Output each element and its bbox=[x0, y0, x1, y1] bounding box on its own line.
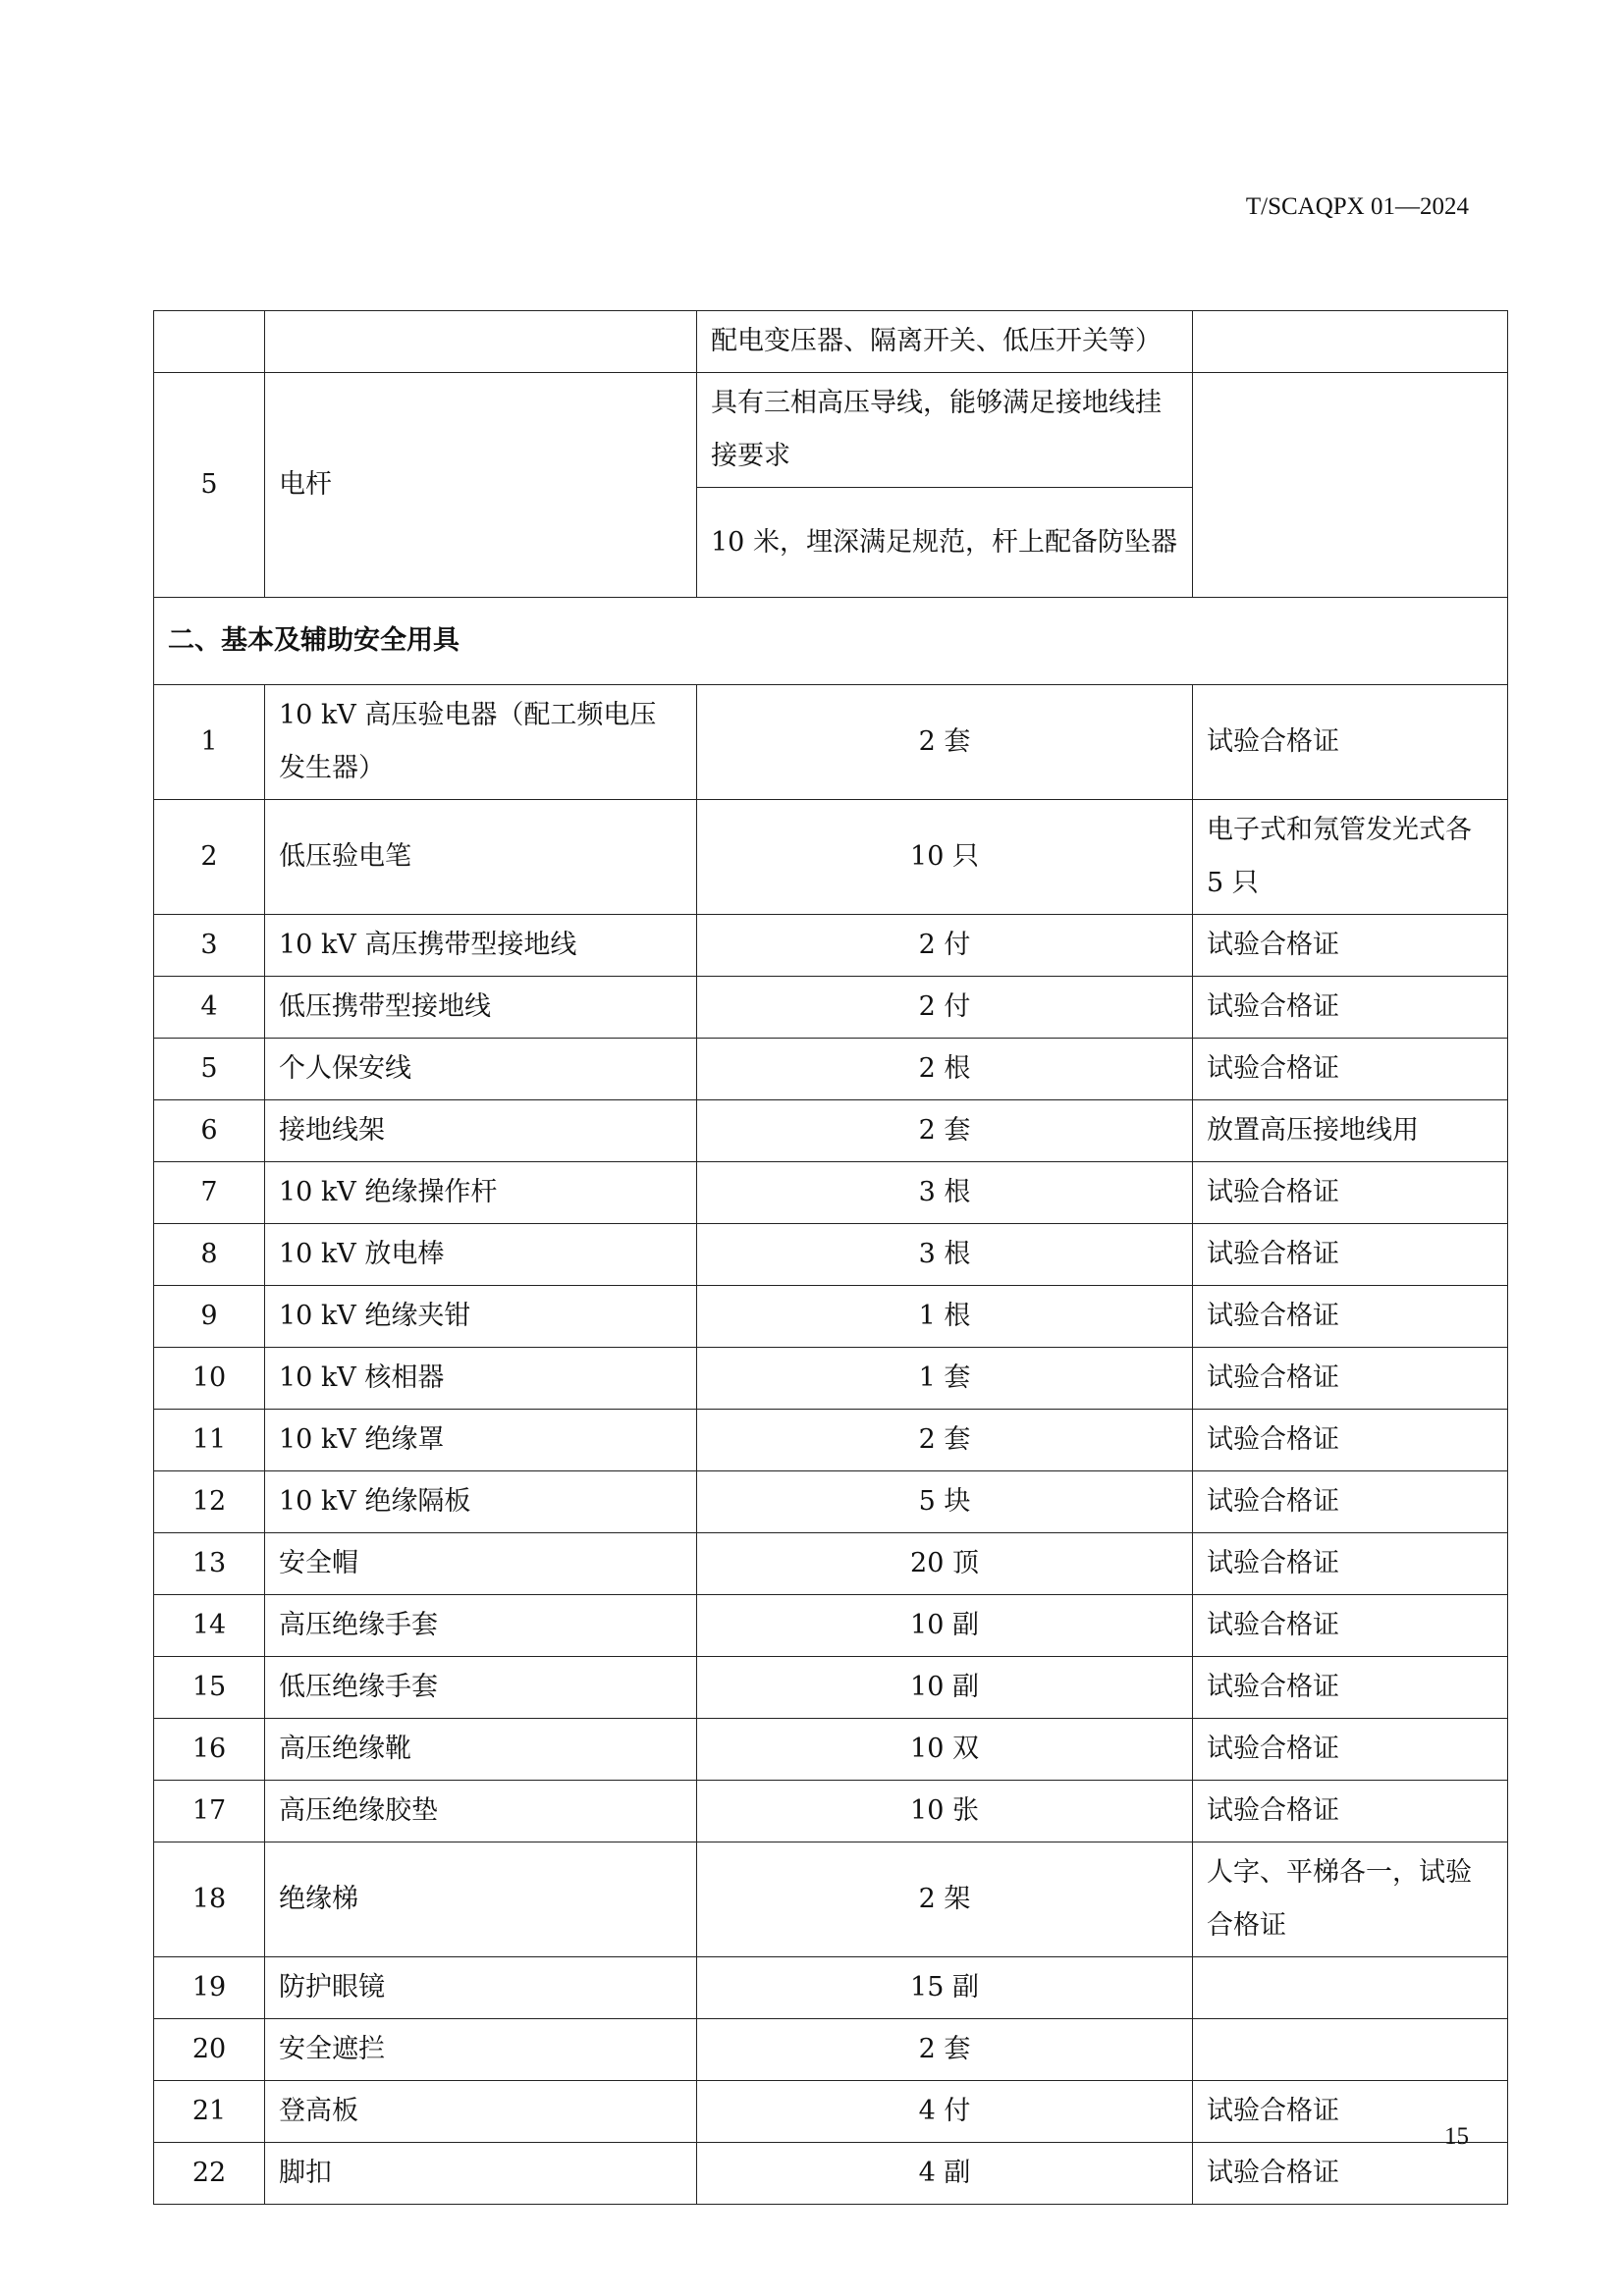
table-row bbox=[154, 1100, 1508, 1162]
item-name: 低压绝缘手套 bbox=[265, 1657, 697, 1719]
document-code: T/SCAQPX 01—2024 bbox=[1245, 193, 1469, 220]
item-name bbox=[265, 311, 697, 373]
table-row bbox=[154, 1781, 1508, 1842]
row-number: 2 bbox=[154, 800, 265, 915]
item-quantity: 20 顶 bbox=[697, 1533, 1193, 1595]
item-note: 试验合格证 bbox=[1193, 1533, 1508, 1595]
row-number: 1 bbox=[154, 685, 265, 800]
item-name: 低压验电笔 bbox=[265, 800, 697, 915]
row-number: 19 bbox=[154, 1957, 265, 2019]
table-row bbox=[154, 1410, 1508, 1471]
item-note: 试验合格证 bbox=[1193, 1162, 1508, 1224]
item-name: 10 kV 绝缘夹钳 bbox=[265, 1286, 697, 1348]
item-name: 10 kV 绝缘隔板 bbox=[265, 1471, 697, 1533]
row-number: 14 bbox=[154, 1595, 265, 1657]
row-number: 7 bbox=[154, 1162, 265, 1224]
item-note: 电子式和氖管发光式各 5 只 bbox=[1193, 800, 1508, 915]
row-number: 12 bbox=[154, 1471, 265, 1533]
table-row bbox=[154, 373, 1508, 488]
item-name: 接地线架 bbox=[265, 1100, 697, 1162]
item-quantity: 4 副 bbox=[697, 2143, 1193, 2205]
table-row bbox=[154, 311, 1508, 373]
item-note: 试验合格证 bbox=[1193, 1039, 1508, 1100]
table-row bbox=[154, 2143, 1508, 2205]
item-name: 10 kV 核相器 bbox=[265, 1348, 697, 1410]
item-name: 防护眼镜 bbox=[265, 1957, 697, 2019]
table-row bbox=[154, 800, 1508, 915]
section-row bbox=[154, 598, 1508, 685]
item-quantity: 2 套 bbox=[697, 2019, 1193, 2081]
item-name: 10 kV 绝缘罩 bbox=[265, 1410, 697, 1471]
table-row bbox=[154, 915, 1508, 977]
item-note: 试验合格证 bbox=[1193, 977, 1508, 1039]
table-row bbox=[154, 2081, 1508, 2143]
item-name: 安全遮拦 bbox=[265, 2019, 697, 2081]
item-description: 具有三相高压导线，能够满足接地线挂接要求 bbox=[697, 373, 1193, 488]
table-row bbox=[154, 685, 1508, 800]
row-number: 11 bbox=[154, 1410, 265, 1471]
item-note bbox=[1193, 311, 1508, 373]
table-row bbox=[154, 1224, 1508, 1286]
row-number: 13 bbox=[154, 1533, 265, 1595]
item-name: 10 kV 绝缘操作杆 bbox=[265, 1162, 697, 1224]
table-row bbox=[154, 2019, 1508, 2081]
table-row bbox=[154, 1719, 1508, 1781]
row-number: 4 bbox=[154, 977, 265, 1039]
item-note: 试验合格证 bbox=[1193, 1348, 1508, 1410]
item-note: 试验合格证 bbox=[1193, 1657, 1508, 1719]
item-quantity: 10 副 bbox=[697, 1657, 1193, 1719]
item-quantity: 1 套 bbox=[697, 1348, 1193, 1410]
table-row bbox=[154, 977, 1508, 1039]
item-quantity: 10 只 bbox=[697, 800, 1193, 915]
item-quantity: 2 套 bbox=[697, 1410, 1193, 1471]
item-note: 试验合格证 bbox=[1193, 1410, 1508, 1471]
row-number: 5 bbox=[154, 1039, 265, 1100]
row-number: 15 bbox=[154, 1657, 265, 1719]
item-description: 10 米，埋深满足规范，杆上配备防坠器 bbox=[697, 488, 1193, 598]
item-quantity: 3 根 bbox=[697, 1224, 1193, 1286]
item-note: 试验合格证 bbox=[1193, 2143, 1508, 2205]
row-number: 21 bbox=[154, 2081, 265, 2143]
item-note bbox=[1193, 1957, 1508, 2019]
equipment-table bbox=[153, 310, 1508, 2205]
table-row bbox=[154, 1842, 1508, 1957]
item-note: 试验合格证 bbox=[1193, 915, 1508, 977]
row-number: 8 bbox=[154, 1224, 265, 1286]
row-number: 5 bbox=[154, 373, 265, 598]
item-name: 高压绝缘胶垫 bbox=[265, 1781, 697, 1842]
item-note: 放置高压接地线用 bbox=[1193, 1100, 1508, 1162]
item-note: 人字、平梯各一，试验合格证 bbox=[1193, 1842, 1508, 1957]
item-note bbox=[1193, 373, 1508, 598]
item-note: 试验合格证 bbox=[1193, 685, 1508, 800]
table-row bbox=[154, 1286, 1508, 1348]
item-quantity: 10 副 bbox=[697, 1595, 1193, 1657]
item-name: 高压绝缘靴 bbox=[265, 1719, 697, 1781]
table-row bbox=[154, 1039, 1508, 1100]
item-quantity: 4 付 bbox=[697, 2081, 1193, 2143]
item-quantity: 1 根 bbox=[697, 1286, 1193, 1348]
item-note: 试验合格证 bbox=[1193, 1719, 1508, 1781]
item-name: 10 kV 放电棒 bbox=[265, 1224, 697, 1286]
item-note: 试验合格证 bbox=[1193, 1595, 1508, 1657]
item-quantity: 2 付 bbox=[697, 977, 1193, 1039]
table-row bbox=[154, 1657, 1508, 1719]
table-row bbox=[154, 1957, 1508, 2019]
table-row bbox=[154, 1533, 1508, 1595]
item-note: 试验合格证 bbox=[1193, 1471, 1508, 1533]
item-quantity: 10 双 bbox=[697, 1719, 1193, 1781]
item-quantity: 2 付 bbox=[697, 915, 1193, 977]
item-note: 试验合格证 bbox=[1193, 1224, 1508, 1286]
item-name: 低压携带型接地线 bbox=[265, 977, 697, 1039]
table-row bbox=[154, 1348, 1508, 1410]
row-number: 9 bbox=[154, 1286, 265, 1348]
item-name: 高压绝缘手套 bbox=[265, 1595, 697, 1657]
table-row bbox=[154, 1595, 1508, 1657]
item-quantity: 2 套 bbox=[697, 1100, 1193, 1162]
item-name: 10 kV 高压携带型接地线 bbox=[265, 915, 697, 977]
item-name: 绝缘梯 bbox=[265, 1842, 697, 1957]
row-number: 20 bbox=[154, 2019, 265, 2081]
row-number: 10 bbox=[154, 1348, 265, 1410]
item-quantity: 15 副 bbox=[697, 1957, 1193, 2019]
item-quantity: 2 套 bbox=[697, 685, 1193, 800]
item-quantity: 10 张 bbox=[697, 1781, 1193, 1842]
page-number: 15 bbox=[1444, 2123, 1469, 2150]
table-row bbox=[154, 1162, 1508, 1224]
table-row bbox=[154, 1471, 1508, 1533]
item-name: 个人保安线 bbox=[265, 1039, 697, 1100]
item-description: 配电变压器、隔离开关、低压开关等） bbox=[697, 311, 1193, 373]
row-number: 6 bbox=[154, 1100, 265, 1162]
item-quantity: 5 块 bbox=[697, 1471, 1193, 1533]
item-note: 试验合格证 bbox=[1193, 1286, 1508, 1348]
item-name: 登高板 bbox=[265, 2081, 697, 2143]
item-note: 试验合格证 bbox=[1193, 1781, 1508, 1842]
item-name: 安全帽 bbox=[265, 1533, 697, 1595]
row-number: 17 bbox=[154, 1781, 265, 1842]
row-number bbox=[154, 311, 265, 373]
section-title: 二、基本及辅助安全用具 bbox=[154, 598, 1508, 685]
row-number: 3 bbox=[154, 915, 265, 977]
item-name: 电杆 bbox=[265, 373, 697, 598]
item-note: 试验合格证 bbox=[1193, 2081, 1508, 2143]
item-quantity: 2 根 bbox=[697, 1039, 1193, 1100]
item-note bbox=[1193, 2019, 1508, 2081]
row-number: 18 bbox=[154, 1842, 265, 1957]
row-number: 16 bbox=[154, 1719, 265, 1781]
item-quantity: 3 根 bbox=[697, 1162, 1193, 1224]
item-quantity: 2 架 bbox=[697, 1842, 1193, 1957]
row-number: 22 bbox=[154, 2143, 265, 2205]
item-name: 脚扣 bbox=[265, 2143, 697, 2205]
item-name: 10 kV 高压验电器（配工频电压发生器） bbox=[265, 685, 697, 800]
